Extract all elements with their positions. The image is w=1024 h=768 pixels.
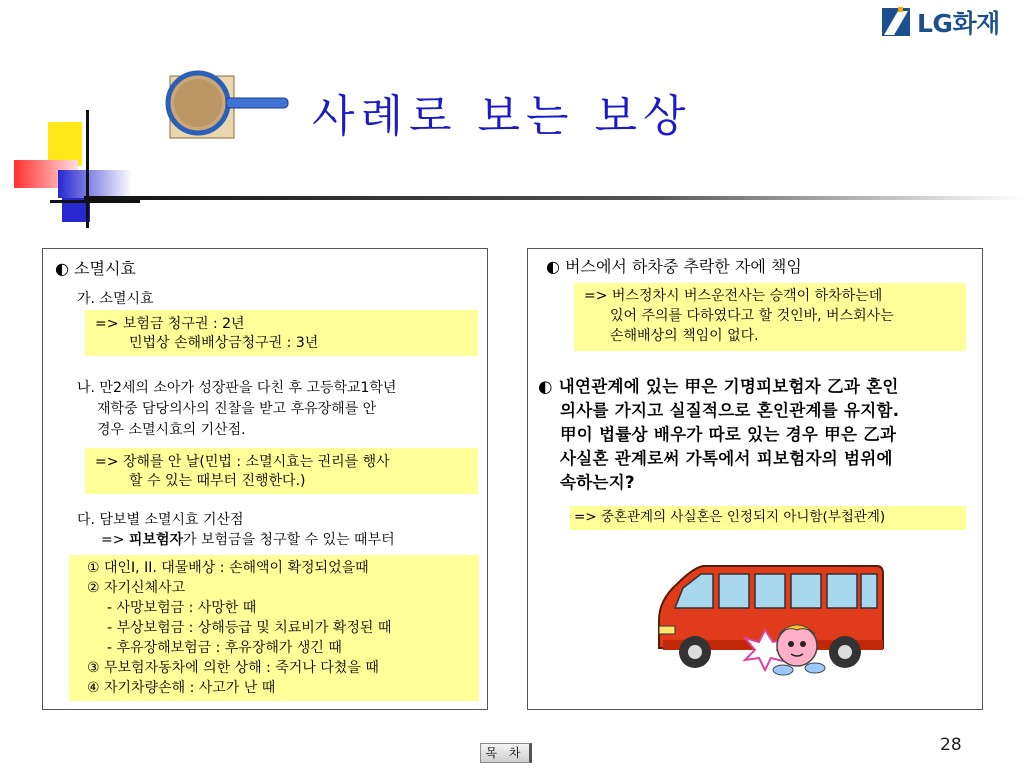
logo-text: LG화재: [917, 9, 1000, 38]
section-a-box-line: 민법상 손해배상금청구권 : 3년: [129, 335, 319, 351]
section-b-line: 경우 소멸시효의 기산점.: [97, 422, 246, 438]
question-line: 의사를 가지고 실질적으로 혼인관계를 유지함.: [560, 401, 900, 420]
section-c-item: - 사망보험금 : 사망한 때: [107, 600, 257, 616]
insured-bold: 피보험자: [128, 532, 184, 548]
right-box-1-line: => 버스정차시 버스운전사는 승객이 하차하는데: [584, 288, 883, 304]
decorative-squares-icon: [0, 100, 140, 230]
section-c-item: ② 자기신체사고: [87, 580, 186, 596]
section-c-item: ① 대인I, II. 대물배상 : 손해액이 확정되었을때: [87, 560, 369, 576]
page-title: 사례로 보는 보상: [312, 91, 692, 142]
section-a-box-line: => 보험금 청구권 : 2년: [95, 316, 245, 332]
section-c-item: ③ 무보험자동차에 의한 상해 : 죽거나 다쳤을 때: [87, 660, 379, 676]
statute-of-limitations-panel: [42, 248, 488, 710]
section-c-item: - 부상보험금 : 상해등급 및 치료비가 확정된 때: [107, 620, 392, 636]
section-c-label: 다. 담보별 소멸시효 기산점: [77, 512, 244, 528]
magnifier-icon: [160, 66, 290, 144]
section-a-label: 가. 소멸시효: [77, 291, 154, 307]
left-heading: ◐ 소멸시효: [55, 259, 136, 278]
question-line: ◐ 내연관계에 있는 甲은 기명피보험자 乙과 혼인: [538, 377, 899, 396]
bus-illustration-icon: [655, 560, 885, 680]
section-b-box: [85, 448, 478, 494]
section-b-box-line: => 장해를 안 날(민법 : 소멸시효는 권리를 행사: [95, 454, 390, 470]
question-line: 甲이 법률상 배우가 따로 있는 경우 甲은 乙과: [560, 425, 897, 444]
section-c-item: - 후유장해보험금 : 후유장해가 생긴 때: [107, 640, 342, 656]
title-divider: [84, 196, 1024, 200]
question-line: 사실혼 관계로써 가톡에서 피보험자의 범위에: [560, 449, 893, 468]
section-b-line: 나. 만2세의 소아가 성장판을 다친 후 고등학교1학년: [77, 380, 397, 396]
answer-text: => 중혼관계의 사실혼은 인정되지 아니함(부첩관계): [574, 509, 886, 525]
lg-logo-icon: [880, 5, 914, 39]
section-b-line: 재학중 담당의사의 진찰을 받고 후유장해를 안: [97, 401, 377, 417]
section-c-item: ④ 자기차량손해 : 사고가 난 때: [87, 680, 276, 696]
right-box-1-line: 있어 주의를 다하였다고 할 것인바, 버스회사는: [610, 308, 894, 324]
question-line: 속하는지?: [560, 473, 635, 492]
right-box-2: [570, 506, 966, 530]
page-number: 28: [940, 735, 962, 755]
section-b-box-line: 할 수 있는 때부터 진행한다.): [129, 473, 306, 489]
section-c-box: [69, 555, 479, 701]
section-c-sub: => 피보험자가 보험금을 청구할 수 있는 때부터: [101, 532, 395, 548]
right-box-1-line: 손해배상의 책임이 없다.: [610, 328, 759, 344]
section-a-box: [85, 310, 478, 356]
table-of-contents-button[interactable]: 목 차: [480, 743, 532, 763]
company-logo: [880, 2, 1020, 42]
right-heading: ◐ 버스에서 하차중 추락한 자에 책임: [546, 257, 802, 276]
right-box-1: [574, 283, 966, 351]
